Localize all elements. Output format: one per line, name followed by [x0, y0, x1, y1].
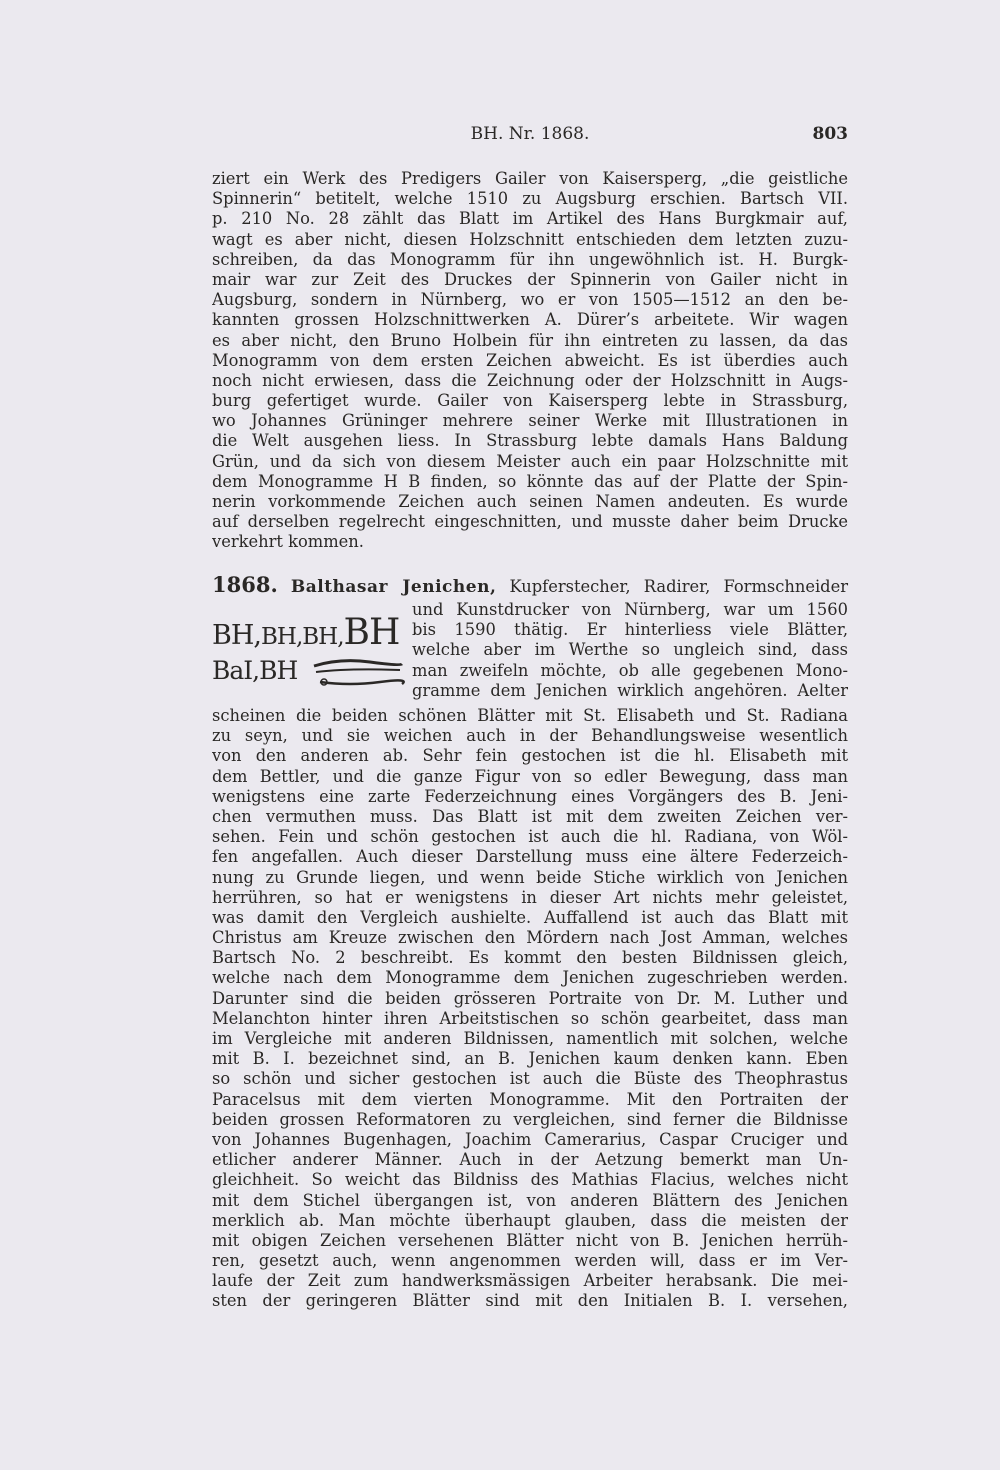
text-line: Monogramm von dem ersten Zeichen abweicht. Es ist überdies auch — [212, 350, 848, 370]
page-header — [212, 120, 848, 152]
monogram-1: BH, — [212, 620, 261, 651]
text-line: gleichheit. So weicht das Bildniss des Mathias Flacius, welches nicht — [212, 1170, 848, 1190]
text-line: beiden grossen Reformatoren zu vergleichen, sind ferner die Bildnisse — [212, 1109, 848, 1129]
entry-artist-name: Balthasar Jenichen, — [290, 577, 497, 597]
monogram-row-1 — [212, 612, 399, 653]
text-line: laufe der Zeit zum handwerksmässigen Arbeiter herabsank. Die mei- — [212, 1271, 848, 1291]
text-line: Paracelsus mit dem vierten Monogramme. Mit den Portraiten der — [212, 1089, 848, 1109]
text-line: gramme dem Jenichen wirklich angehören. Aelter — [412, 680, 848, 700]
text-line: etlicher anderer Männer. Auch in der Aetzung bemerkt man Un- — [212, 1150, 848, 1170]
text-line: sehen. Fein und schön gestochen ist auch die hl. Radiana, von Wöl- — [212, 827, 848, 847]
text-line: von Johannes Bugenhagen, Joachim Camerarius, Caspar Cruciger und — [212, 1129, 848, 1149]
text-line: Grün, und da sich von diesem Meister auch ein paar Holzschnitte mit — [212, 451, 848, 471]
monogram-2: BH, — [260, 624, 303, 650]
text-line: ren, gesetzt auch, wenn angenommen werden will, dass er im Ver- — [212, 1251, 848, 1271]
monogram-row-2 — [212, 656, 297, 685]
entry-number: 1868. — [212, 572, 278, 597]
text-line: scheinen die beiden schönen Blätter mit St. Elisabeth und St. Radiana — [212, 706, 848, 725]
text-line: burg gefertiget wurde. Gailer von Kaisersperg lebte in Strassburg, — [212, 391, 848, 411]
text-line: zu seyn, und sie weichen auch in der Behandlungsweise wesentlich — [212, 726, 848, 746]
text-line: mit B. I. bezeichnet sind, an B. Jenichen kaum denken kann. Eben — [212, 1049, 848, 1069]
monogram-6: BH — [259, 656, 298, 685]
text-line: schreiben, da das Monogramm für ihn ungewöhnlich ist. H. Burgk- — [212, 249, 848, 269]
text-line: kannten grossen Holzschnittwerken A. Dürer’s arbeitete. Wir wagen — [212, 310, 848, 330]
text-line: dem Bettler, und die ganze Figur von so edler Bewegung, dass man — [212, 766, 848, 786]
flourish-ornament — [310, 656, 406, 692]
monogram-4: BH — [343, 612, 400, 653]
text-line: nung zu Grunde liegen, und wenn beide Stiche wirklich von Jenichen — [212, 867, 848, 887]
text-line: auf derselben regelrecht eingeschnitten, und musste daher beim Drucke — [212, 512, 848, 532]
text-line: nerin vorkommende Zeichen auch seinen Namen andeuten. Es wurde — [212, 492, 848, 511]
text-line: welche nach dem Monogramme dem Jenichen zugeschrieben werden. — [212, 968, 848, 988]
text-line: noch nicht erwiesen, dass die Zeichnung oder der Holzschnitt in Augs- — [212, 370, 848, 390]
text-line: verkehrt kommen. — [212, 532, 364, 552]
running-title: BH. Nr. 1868. — [470, 124, 590, 144]
text-line: es aber nicht, den Bruno Holbein für ihn eintreten zu lassen, da das — [212, 330, 848, 350]
text-line: p. 210 No. 28 zählt das Blatt im Artikel des Hans Burgkmair auf, — [212, 209, 848, 229]
text-line: Augsburg, sondern in Nürnberg, wo er von 1505—1512 an den be- — [212, 290, 848, 310]
entry-body-text — [212, 706, 848, 1312]
text-line: und Kunstdrucker von Nürnberg, war um 1560 — [412, 600, 848, 619]
monogram-3: BH, — [302, 624, 344, 650]
text-line: dem Monogramme H B finden, so könnte das auf der Platte der Spin- — [212, 471, 848, 491]
text-line: bis 1590 thätig. Er hinterliess viele Blätter, — [412, 620, 848, 640]
text-line: Melanchton hinter ihren Arbeitstischen so schön gearbeitet, dass man — [212, 1008, 848, 1028]
text-line: Spinnerin“ betitelt, welche 1510 zu Augsburg erschien. Bartsch VII. — [212, 189, 848, 209]
text-line: fen angefallen. Auch dieser Darstellung muss eine ältere Federzeich- — [212, 847, 848, 867]
text-line: welche aber im Werthe so ungleich sind, dass — [412, 640, 848, 660]
text-line: man zweifeln möchte, ob alle gegebenen Mono- — [412, 660, 848, 680]
text-line: was damit den Vergleich aushielte. Auffallend ist auch das Blatt mit — [212, 907, 848, 927]
text-line: herrühren, so hat er wenigstens in dieser Art nichts mehr geleistet, — [212, 887, 848, 907]
text-line: so schön und sicher gestochen ist auch die Büste des Theophrastus — [212, 1069, 848, 1089]
text-line: Christus am Kreuze zwischen den Mördern nach Jost Amman, welches — [212, 928, 848, 948]
text-line: mit obigen Zeichen versehenen Blätter nicht von B. Jenichen herrüh- — [212, 1230, 848, 1250]
monogram-illustration — [212, 608, 408, 696]
text-line: sten der geringeren Blätter sind mit den Initialen B. I. versehen, — [212, 1291, 848, 1311]
text-line: ziert ein Werk des Predigers Gailer von Kaisersperg, „die geistliche — [212, 169, 848, 188]
entry-heading-text: Kupferstecher, Radirer, Formschneider — [509, 577, 849, 596]
text-line: Bartsch No. 2 beschreibt. Es kommt den besten Bildnissen gleich, — [212, 948, 848, 968]
text-line: von den anderen ab. Sehr fein gestochen ist die hl. Elisabeth mit — [212, 746, 848, 766]
text-line: wo Johannes Grüninger mehrere seiner Werke mit Illustrationen in — [212, 411, 848, 431]
monogram-5: BaI, — [212, 656, 260, 685]
text-line: im Vergleiche mit anderen Bildnissen, namentlich mit solchen, welche — [212, 1029, 848, 1048]
text-line: die Welt ausgehen liess. In Strassburg lebte damals Hans Baldung — [212, 431, 848, 451]
entry-heading — [212, 574, 848, 596]
text-line: Darunter sind die beiden grösseren Portraite von Dr. M. Luther und — [212, 988, 848, 1008]
text-line: mit dem Stichel übergangen ist, von anderen Blättern des Jenichen — [212, 1190, 848, 1210]
text-line: merklich ab. Man möchte überhaupt glauben, dass die meisten der — [212, 1210, 848, 1230]
text-line: wenigstens eine zarte Federzeichnung eines Vorgängers des B. Jeni- — [212, 786, 848, 806]
page-number: 803 — [812, 124, 848, 144]
text-line: mair war zur Zeit des Druckes der Spinnerin von Gailer nicht in — [212, 269, 848, 289]
text-line: wagt es aber nicht, diesen Holzschnitt entschieden dem letzten zuzu- — [212, 229, 848, 249]
entry-indented-text — [412, 600, 848, 701]
text-line: chen vermuthen muss. Das Blatt ist mit dem zweiten Zeichen ver- — [212, 806, 848, 826]
paragraph-continuation — [212, 169, 848, 553]
